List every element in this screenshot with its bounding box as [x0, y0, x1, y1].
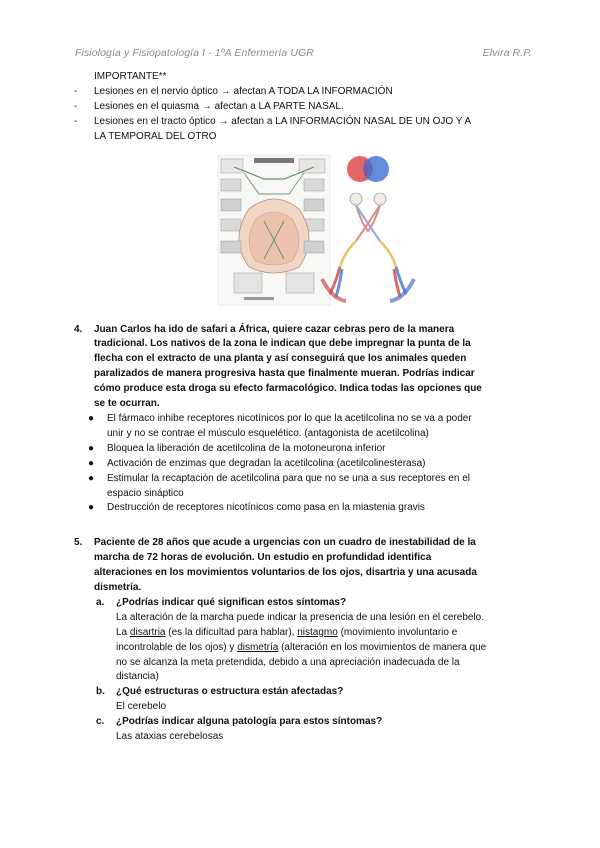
answer-line: La alteración de la marcha puede indicar la presencia de una lesión en el cerebelo.	[116, 611, 485, 623]
answer-line: no se alcanza la meta pretendida, debido a una apreciación inadecuada de la	[116, 656, 460, 668]
answer-text: La	[116, 626, 130, 638]
subquestion-a	[74, 596, 534, 611]
bullet-mark: ●	[88, 472, 95, 484]
question-5	[74, 536, 534, 596]
right-diagram	[322, 156, 414, 301]
answer-text: (es la dificultad para hablar),	[165, 626, 298, 638]
term-disartria: disartria	[129, 626, 166, 638]
answer-line: espacio sináptico	[107, 487, 184, 499]
answer-line	[116, 641, 534, 656]
answer-text: (alteración en los movimientos de manera que	[278, 641, 487, 653]
important-title: IMPORTANTE**	[94, 71, 167, 82]
question-line: tradicional. Los nativos de la zona le indican que debe impregnar la punta de la	[94, 338, 471, 350]
important-item-continuation: LA TEMPORAL DEL OTRO	[94, 130, 217, 142]
answer-bullet	[74, 412, 534, 442]
answer-line: Estimular la recaptación de acetilcolina para que no se una a sus receptores en el	[107, 472, 470, 484]
important-item	[74, 85, 534, 100]
subquestion-c	[74, 715, 534, 730]
term-dismetria: dismetría	[237, 641, 279, 653]
document-body	[74, 70, 534, 745]
question-number: 5.	[74, 537, 83, 549]
subquestion-b	[74, 685, 534, 700]
question-line: flecha con el extracto de una planta y así conseguirá que los animales queden	[94, 353, 467, 365]
answer-line	[116, 626, 534, 641]
dash-mark: -	[74, 115, 78, 127]
subquestion-c-answer: Las ataxias cerebelosas	[116, 731, 224, 743]
question-line: alteraciones en los movimientos voluntarios de los ojos, disartria y una acusada	[94, 567, 477, 579]
answer-bullet	[74, 442, 534, 457]
subquestion-mark: a.	[96, 596, 105, 608]
subquestion-mark: b.	[96, 686, 105, 698]
bullet-mark: ●	[88, 412, 95, 424]
subquestion-text: ¿Qué estructuras o estructura están afectadas?	[116, 686, 344, 698]
figure-svg	[74, 149, 534, 309]
dash-mark: -	[74, 85, 78, 97]
header-author: Elvira R.P.	[482, 47, 532, 59]
bullet-mark: ●	[88, 442, 95, 454]
question-line: paralizados de manera progresiva hasta que finalmente mueran. Podrías indicar	[94, 368, 475, 380]
question-line: dismetría.	[94, 582, 142, 594]
answer-line: distancia)	[116, 671, 159, 683]
question-line: se te ocurran.	[94, 398, 160, 410]
answer-bullet	[74, 501, 534, 516]
question-line: Juan Carlos ha ido de safari a África, quiere cazar cebras pero de la manera	[94, 323, 455, 335]
bullet-mark: ●	[88, 502, 95, 514]
important-item-text: Lesiones en el tracto óptico → afectan a LA INFORMACIÓN NASAL DE UN OJO Y A	[94, 115, 472, 127]
question-line: Paciente de 28 años que acude a urgencias con un cuadro de inestabilidad de la	[94, 537, 476, 549]
question-4	[74, 323, 534, 412]
question-text	[94, 323, 482, 412]
dash-mark: -	[74, 100, 78, 112]
subquestion-b-answer: El cerebelo	[116, 701, 167, 713]
important-item-text: Lesiones en el nervio óptico → afectan A TODA LA INFORMACIÓN	[94, 85, 393, 97]
header-course-title: Fisiología y Fisiopatología I - 1ºA Enfermería UGR	[75, 47, 314, 59]
bullet-mark: ●	[88, 457, 95, 469]
answer-line: Activación de enzimas que degradan la acetilcolina (acetilcolinesterasa)	[107, 457, 426, 469]
important-item	[74, 100, 534, 115]
question-number: 4.	[74, 323, 83, 335]
answer-bullet	[74, 457, 534, 472]
subquestion-mark: c.	[96, 716, 105, 728]
question-line: marcha de 72 horas de evolución. Un estudio en profundidad identifica	[94, 552, 432, 564]
answer-text: incontrolable de los ojos) y	[116, 641, 238, 653]
term-nistagmo: nistagmo	[297, 626, 338, 638]
subquestion-text: ¿Podrías indicar alguna patología para estos síntomas?	[116, 716, 383, 728]
subquestion-a-answer	[74, 611, 534, 686]
question-text	[94, 536, 477, 596]
answer-line: Destrucción de receptores nicotínicos como pasa en la miastenia gravis	[107, 502, 425, 514]
important-item-text: Lesiones en el quiasma → afectan a LA PARTE NASAL.	[94, 100, 344, 112]
left-diagram	[218, 155, 330, 305]
subquestion-text: ¿Podrías indicar qué significan estos síntomas?	[116, 596, 347, 608]
answer-line: El fármaco inhibe receptores nicotínicos por lo que la acetilcolina no se va a poder	[107, 412, 472, 424]
question-line: cómo produce esta droga su efecto farmacológico. Indica todas las opciones que	[94, 383, 482, 395]
answer-line: Bloquea la liberación de acetilcolina de la motoneurona inferior	[107, 442, 386, 454]
answer-text: (movimiento involuntario e	[337, 626, 458, 638]
visual-pathway-figure	[74, 149, 534, 309]
answer-bullet	[74, 472, 534, 502]
answer-line: unir y no se contrae el músculo esquelético. (antagonista de acetilcolina)	[107, 427, 429, 439]
important-item	[74, 115, 534, 130]
